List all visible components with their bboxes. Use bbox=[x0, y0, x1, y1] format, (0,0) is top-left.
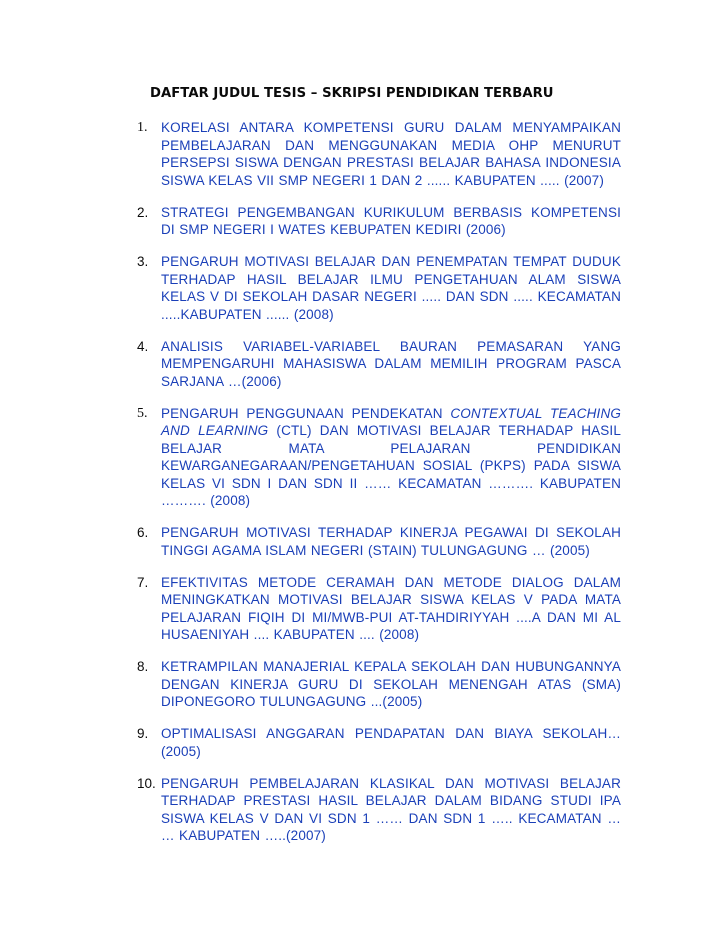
item-number: 4. bbox=[137, 338, 149, 354]
list-item bbox=[137, 338, 621, 391]
item-text: OPTIMALISASI ANGGARAN PENDAPATAN DAN BIAYA SEKOLAH… (2005) bbox=[161, 726, 621, 759]
item-text: ANALISIS VARIABEL-VARIABEL BAURAN PEMASARAN YANG MEMPENGARUHI MAHASISWA DALAM MEMILIH PROGRAM PASCA SARJANA …(2006) bbox=[161, 338, 621, 389]
item-number: 2. bbox=[137, 204, 149, 220]
item-number: 10. bbox=[137, 775, 156, 791]
document-title: DAFTAR JUDUL TESIS – SKRIPSI PENDIDIKAN TERBARU bbox=[150, 86, 554, 101]
list-item bbox=[137, 253, 621, 323]
list-item bbox=[137, 574, 621, 644]
item-number: 9. bbox=[137, 726, 149, 741]
item-number: 3. bbox=[137, 254, 149, 269]
list-item bbox=[137, 775, 621, 845]
item-text: PENGARUH MOTIVASI BELAJAR DAN PENEMPATAN TEMPAT DUDUK TERHADAP HASIL BELAJAR ILMU PENGETAHUAN ALAM SISWA KELAS V DI SEKOLAH DASAR NEGERI ..... DAN SDN ..... KECAMATAN .....KABUPATEN ...... (2008) bbox=[161, 254, 621, 322]
list-item bbox=[137, 524, 621, 559]
list-item bbox=[137, 658, 621, 711]
thesis-title-list bbox=[137, 119, 621, 859]
item-text: PENGARUH PEMBELAJARAN KLASIKAL DAN MOTIVASI BELAJAR TERHADAP PRESTASI HASIL BELAJAR DALAM BIDANG STUDI IPA SISWA KELAS V DAN VI SDN 1 …… DAN SDN 1 ….. KECAMATAN … … KABUPATEN …..(2007) bbox=[161, 775, 621, 843]
item-text: PENGARUH MOTIVASI TERHADAP KINERJA PEGAWAI DI SEKOLAH TINGGI AGAMA ISLAM NEGERI (STAIN) TULUNGAGUNG … (2005) bbox=[161, 525, 621, 558]
item-text: PENGARUH PENGGUNAAN PENDEKATAN CONTEXTUAL TEACHING AND LEARNING (CTL) DAN MOTIVASI BELAJAR TERHADAP HASIL BELAJAR MATA PELAJARAN PENDIDIKAN KEWARGANEGARAAN/PENGETAHUAN SOSIAL (PKPS) PADA SISWA KELAS VI SDN I DAN SDN II …… KECAMATAN ………. KABUPATEN ………. (2008) bbox=[161, 405, 621, 508]
list-item bbox=[137, 725, 621, 760]
list-item bbox=[137, 405, 621, 510]
italic-term: CONTEXTUAL TEACHING AND LEARNING bbox=[161, 405, 621, 438]
item-text: KORELASI ANTARA KOMPETENSI GURU DALAM MENYAMPAIKAN PEMBELAJARAN DAN MENGGUNAKAN MEDIA OHP MENURUT PERSEPSI SISWA DENGAN PRESTASI BELAJAR BAHASA INDONESIA SISWA KELAS VII SMP NEGERI 1 DAN 2 ...... KABUPATEN ..... (2007) bbox=[161, 120, 621, 188]
item-number: 6. bbox=[137, 525, 149, 540]
item-number: 5. bbox=[137, 405, 148, 421]
item-number: 1. bbox=[137, 120, 148, 135]
item-text: KETRAMPILAN MANAJERIAL KEPALA SEKOLAH DAN HUBUNGANNYA DENGAN KINERJA GURU DI SEKOLAH MENENGAH ATAS (SMA) DIPONEGORO TULUNGAGUNG ...(2005) bbox=[161, 659, 621, 709]
item-text: EFEKTIVITAS METODE CERAMAH DAN METODE DIALOG DALAM MENINGKATKAN MOTIVASI BELAJAR SISWA KELAS V PADA MATA PELAJARAN FIQIH DI MI/MWB-PUI AT-TAHDIRIYYAH ....A DAN MI AL HUSAENIYAH .... KABUPATEN .... (2008) bbox=[161, 574, 621, 642]
item-number: 7. bbox=[137, 574, 149, 590]
item-text: STRATEGI PENGEMBANGAN KURIKULUM BERBASIS KOMPETENSI DI SMP NEGERI I WATES KEBUPATEN KEDIRI (2006) bbox=[161, 204, 621, 237]
item-number: 8. bbox=[137, 659, 149, 674]
list-item bbox=[137, 204, 621, 239]
list-item bbox=[137, 119, 621, 189]
